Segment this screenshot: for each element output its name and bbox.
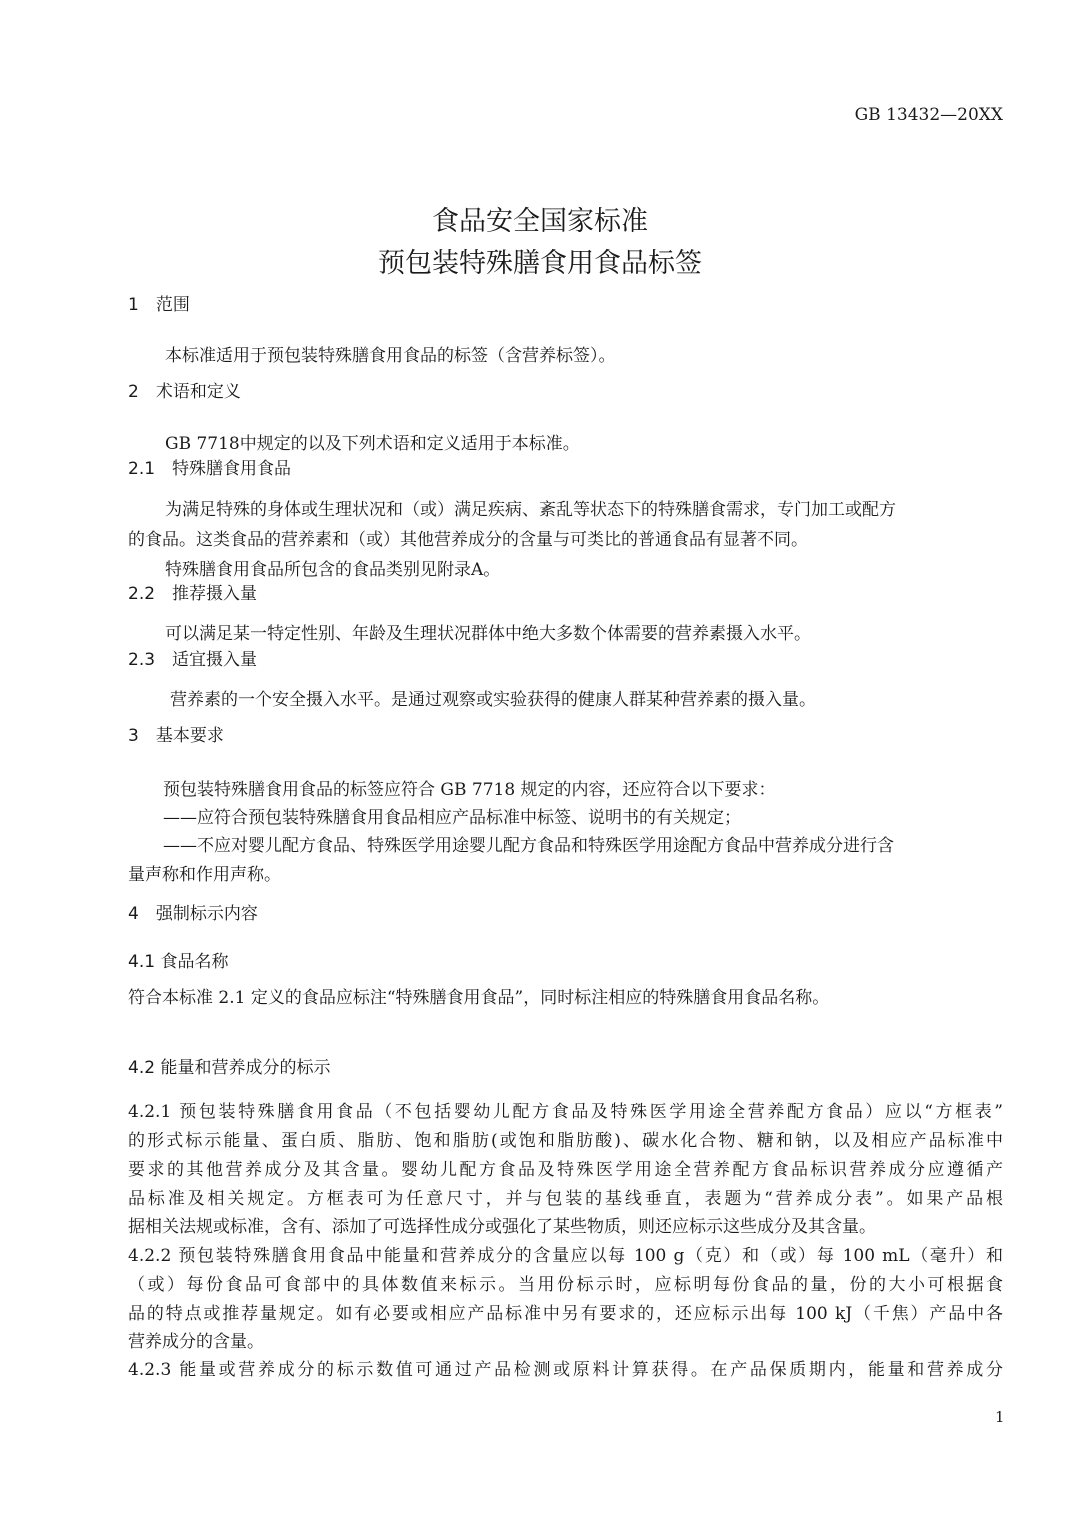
paragraph-line: 量声称和作用声称。 — [128, 865, 281, 885]
clause-4-2-1-line: 据相关法规或标准，含有、添加了可选择性成分或强化了某些物质，则还应标示这些成分及其含量。 — [128, 1217, 876, 1237]
page-number: 1 — [995, 1408, 1005, 1426]
clause-4-2-2-line: （或）每份食品可食部中的具体数值来标示。当用份标示时，应标明每份食品的量，份的大小可根据食 — [128, 1275, 1003, 1295]
section-2-1-heading: 2.1 特殊膳食用食品 — [128, 459, 292, 479]
clause-4-2-1-line: 品标准及相关规定。方框表可为任意尺寸，并与包装的基线垂直，表题为“营养成分表”。如果产品根 — [128, 1189, 1003, 1209]
paragraph: GB 7718中规定的以及下列术语和定义适用于本标准。 — [165, 434, 580, 454]
clause-4-2-3-line: 4.2.3 能量或营养成分的标示数值可通过产品检测或原料计算获得。在产品保质期内，能量和营养成分 — [128, 1360, 1003, 1380]
paragraph-line: 特殊膳食用食品所包含的食品类别见附录A。 — [165, 560, 501, 580]
paragraph-line: 预包装特殊膳食用食品的标签应符合 GB 7718 规定的内容，还应符合以下要求： — [163, 780, 776, 800]
section-3-heading: 3 基本要求 — [128, 726, 224, 746]
paragraph: 符合本标准 2.1 定义的食品应标注“特殊膳食用食品”，同时标注相应的特殊膳食用食品名称。 — [128, 988, 830, 1008]
paragraph: 营养素的一个安全摄入水平。是通过观察或实验获得的健康人群某种营养素的摄入量。 — [170, 690, 816, 710]
paragraph: 本标准适用于预包装特殊膳食用食品的标签（含营养标签）。 — [165, 346, 616, 366]
paragraph: 可以满足某一特定性别、年龄及生理状况群体中绝大多数个体需要的营养素摄入水平。 — [165, 624, 811, 644]
section-4-2-heading: 4.2 能量和营养成分的标示 — [128, 1058, 331, 1078]
list-item: ——不应对婴儿配方食品、特殊医学用途婴儿配方食品和特殊医学用途配方食品中营养成分进行含 — [163, 836, 894, 856]
clause-4-2-2-line: 4.2.2 预包装特殊膳食用食品中能量和营养成分的含量应以每 100 g（克）和（或）每 100 mL（毫升）和 — [128, 1246, 1003, 1266]
clause-4-2-2-line: 营养成分的含量。 — [128, 1332, 264, 1352]
standard-number: GB 13432—20XX — [854, 105, 1003, 125]
clause-4-2-1-line: 要求的其他营养成分及其含量。婴幼儿配方食品及特殊医学用途全营养配方食品标识营养成分应遵循产 — [128, 1160, 1003, 1180]
section-2-3-heading: 2.3 适宜摄入量 — [128, 650, 258, 670]
section-4-1-heading: 4.1 食品名称 — [128, 952, 229, 972]
clause-4-2-1-line: 的形式标示能量、蛋白质、脂肪、饱和脂肪(或饱和脂肪酸)、碳水化合物、糖和钠，以及相应产品标准中 — [128, 1131, 1003, 1151]
clause-4-2-1-line: 4.2.1 预包装特殊膳食用食品（不包括婴幼儿配方食品及特殊医学用途全营养配方食品）应以“方框表” — [128, 1102, 1003, 1122]
clause-4-2-2-line: 品的特点或推荐量规定。如有必要或相应产品标准中另有要求的，还应标示出每 100 kJ（千焦）产品中各 — [128, 1304, 1003, 1324]
title-line-1: 食品安全国家标准 — [432, 206, 648, 237]
section-1-heading: 1 范围 — [128, 295, 190, 315]
paragraph-line: 的食品。这类食品的营养素和（或）其他营养成分的含量与可类比的普通食品有显著不同。 — [128, 530, 808, 550]
section-2-2-heading: 2.2 推荐摄入量 — [128, 584, 258, 604]
list-item: ——应符合预包装特殊膳食用食品相应产品标准中标签、说明书的有关规定； — [163, 808, 741, 828]
section-4-heading: 4 强制标示内容 — [128, 904, 258, 924]
paragraph-line: 为满足特殊的身体或生理状况和（或）满足疾病、紊乱等状态下的特殊膳食需求，专门加工或配方 — [165, 500, 896, 520]
section-2-heading: 2 术语和定义 — [128, 382, 241, 402]
title-line-2: 预包装特殊膳食用食品标签 — [378, 248, 702, 279]
